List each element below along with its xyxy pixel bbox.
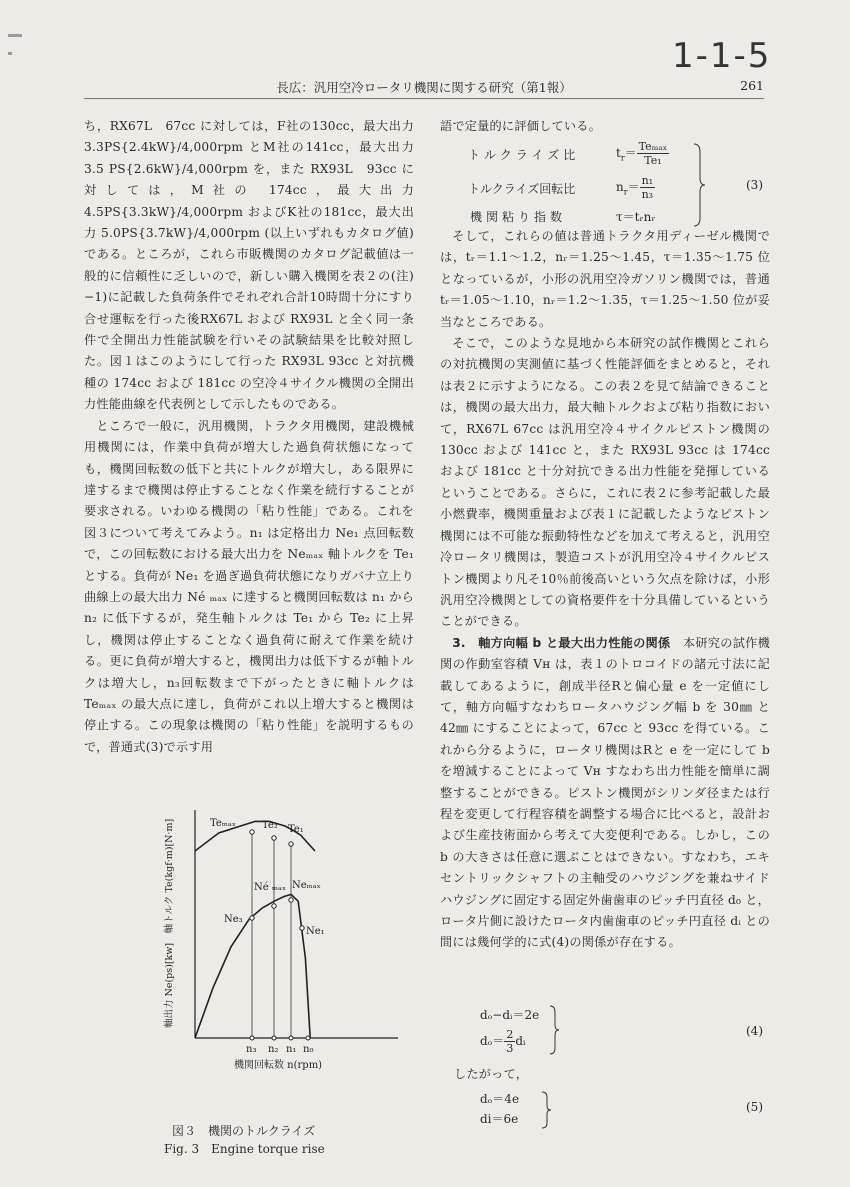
right-intro-line: 語で定量的に評価している。 [440, 119, 602, 133]
x-axis-label: 機関回転数 n(rpm) [234, 1060, 323, 1070]
left-paragraph-1: ち，RX67L 67cc に対しては，F社の130cc，最大出力 3.3PS{2.4kW}/4,000rpm とM社の141cc，最大出力 3.5 PS{2.6kW}/4,000rpm を，また RX93L 93cc に対しては，M社の 174cc，最大出力 4.5PS{3.3kW}/4,000rpm およびK社の181cc，最大出力 5.0PS{3.7kW}/4,000rpm (以上いずれもカタログ値)である。ところが，これら市販機関のカタログ記載値は一般的に信頼性に乏しいので，新しい購入機関を表２の(注)−1)に記載した負荷条件でそれぞれ合計10時間十分にすり合せ運転を行った後RX67L および RX93L と全く同一条件で全開出力性能試験を行いその試験結果を比較対照した。図１はこのようにして行った RX93L 93cc と対抗機種の 174cc および 181cc の空冷４サイクル機関の全開出力性能曲線を代表例として示したものである。 [84, 119, 414, 412]
eq3-expr-3: τ＝tᵣnᵣ [616, 210, 656, 224]
eq3-label-3: 機関粘り指数 [470, 210, 567, 224]
eq4-rhs: dᵢ [515, 1034, 526, 1048]
eq3-expr-2: $n_r=$ $\frac{\text{n₁}}{\text{n₃}}$ [616, 174, 654, 201]
eq4-num: 2 [506, 1028, 514, 1041]
eq3-row-3 [470, 208, 566, 225]
eq5-number: (5) [746, 1100, 763, 1114]
right-paragraph-1: そして，これらの値は普通トラクタ用ディーゼル機関では，tᵣ＝1.1〜1.2，nᵣ＝1.25〜1.45，τ＝1.35〜1.75 位となっているが，小形の汎用空冷ガソリン機関では，普通 tᵣ＝1.05〜1.10，nᵣ＝1.2〜1.35，τ＝1.25〜1.50 位が妥当なところである。 [440, 229, 770, 329]
left-paragraph-2: ところで一般に，汎用機関，トラクタ用機関，建設機械用機関には，作業中負荷が増大した過負荷状態になっても，機関回転数の低下と共にトルクが増大し，ある限界に達するまで機関は停止することなく作業を続行することが要求される。いわゆる機関の「粘り性能」である。これを図３について考えてみよう。n₁ は定格出力 Ne₁ 点回転数で，この回転数における最大出力を Neₘₐₓ 軸トルクを Te₁ とする。負荷が Ne₁ を過ぎ過負荷状態になりガバナ立上り曲線上の最大出力 Né ₘₐₓ に達すると機関回転数は n₁ から n₂ に低下するが，発生軸トルクは Te₁ から Te₂ に上昇し，機関は停止することなく過負荷に耐えて作業を続ける。更に負荷が増大すると，機関出力は低下するが軸トルクは増大し，n₃回転数まで下がったときに軸トルクは Teₘₐₓ の最大点に達し，負荷がこれ以上増大すると機関は停止する。この現象は機関の「粘り性能」を説明するもので，普通式(3)で示す用 [84, 418, 414, 754]
eq3-lhs-1: t [616, 146, 621, 160]
left-column [84, 116, 414, 758]
label-nemax: Neₘₐₓ [292, 880, 321, 891]
eq3-row-1 [468, 146, 579, 163]
label-temax: Teₘₐₓ [210, 818, 237, 829]
handwritten-note: 1-1-5 [672, 36, 772, 76]
marker-ne1 [300, 926, 304, 930]
eq3-expr-1: $t_r=$ $\frac{\text{Teₘₐₓ}}{\text{Te₁}}$ [616, 140, 668, 167]
eq4-den: 3 [506, 1042, 514, 1055]
right-paragraph-2: そこで，このような見地から本研究の試作機関とこれらの対抗機関の実測値に基づく性能評価をまとめると，それは表２に示すようになる。この表２を見て結論できることは，機関の最大出力，最大軸トルクおよび粘り指数において，RX67L 67cc は汎用空冷４サイクルピストン機関の 130cc および 141cc と，また RX93L 93cc は 174cc および 181cc と十分対抗できる出力性能を発揮しているということである。さらに，これに表２に参考記載した最小燃費率，機関重量および表１に記載したようなピストン機関には不可能な振動特性などを加えて考えると，汎用空冷ロータリ機関は，製造コストが汎用空冷４サイクルピストン機関より凡そ10％前後高いという欠点を除けば，小形汎用空冷機関としての資格要件を十分具備しているということができる。 [440, 336, 770, 629]
tick-n2 [272, 1036, 276, 1040]
figure-caption-en: Fig. 3 Engine torque rise [164, 1142, 325, 1156]
eq3-label-1: トルクライズ比 [468, 148, 580, 162]
eq4-number: (4) [746, 1024, 763, 1038]
right-column-body [440, 226, 770, 954]
tick-label-n3: n₃ [246, 1044, 257, 1055]
marker-nemax [289, 898, 293, 902]
marker-te2 [272, 836, 276, 840]
marker-ne3 [250, 916, 254, 920]
tick-n3 [250, 1036, 254, 1040]
scan-mark [8, 34, 22, 37]
scan-mark [8, 52, 12, 55]
equation-5 [440, 1086, 770, 1136]
eq3-den-2: n₃ [641, 188, 654, 201]
label-ne1: Ne₁ [306, 926, 325, 937]
y-axis-label: 軸出力 Ne(ps)[kw] 軸トルク Te(kgf·m)[N·m] [164, 818, 175, 1028]
eq3-num-2: n₁ [641, 174, 654, 187]
eq3-num-1: Teₘₐₓ [638, 140, 668, 153]
equation-3 [440, 140, 770, 230]
eq3-label-2: トルクライズ回転比 [468, 182, 576, 196]
label-te1: Te₁ [288, 824, 304, 835]
section-text: 本研究の試作機関の作動室容積 Vн は，表１のトロコイドの諸元寸法に記載してあるように，創成半径Rと偏心量 e を一定値にして，軸方向幅すなわちロータハウジング幅 b を 30㎜ と 42㎜ にすることによって，67cc と 93cc を得ている。これから分るように，ロータリ機関はRと e を一定にして b を増減することによって Vн すなわち出力性能を簡単に調整することができる。ピストン機関がシリンダ径または行程を変更して行程容積を調整する場合に比べると，設計および生産技術面から考えて大変便利である。しかし，この b の大きさは任意に選ぶことはできない。すなわち，エキセントリックシャフトの主軸受のハウジングを兼ねサイドハウジングに固定する固定外歯歯車のピッチ円直径 d₀ と，ロータ片側に設けたロータ内歯歯車のピッチ円直径 dᵢ との間には幾何学的に式(4)の関係が存在する。 [440, 635, 770, 950]
equation-4 [440, 1000, 770, 1060]
tick-n1 [289, 1036, 293, 1040]
eq3-fraction-2 [640, 174, 656, 201]
eq3-fraction-1 [637, 140, 670, 167]
eq3-lhs-sub-1: r [620, 153, 625, 163]
marker-te1 [289, 842, 293, 846]
right-paragraph-3 [440, 633, 770, 954]
eq5-row-2: di＝6e [480, 1112, 519, 1126]
eq4-lhs: dₒ＝ [480, 1034, 505, 1048]
eq3-number: (3) [746, 178, 763, 192]
right-column-intro [440, 116, 770, 137]
eq4-row-2 [480, 1028, 525, 1055]
eq3-row-2 [468, 180, 575, 197]
eq3-lhs-2: n [616, 180, 624, 194]
therefore-text: したがって， [454, 1067, 529, 1081]
running-header [84, 76, 764, 99]
eq4-brace [548, 1004, 560, 1056]
eq5-brace [540, 1090, 552, 1130]
marker-ne-prime-max [272, 904, 276, 908]
eq5-row-1: dₒ＝4e [480, 1092, 520, 1106]
label-te2: Te₂ [262, 820, 278, 831]
label-ne-prime-max: Né ₘₐₓ [254, 882, 287, 893]
tick-label-n1: n₁ [286, 1044, 297, 1055]
header-title: 長広：汎用空冷ロータリ機関に関する研究（第1報） [276, 80, 572, 95]
tick-label-n2: n₂ [268, 1044, 279, 1055]
section-number: 3. [452, 635, 466, 650]
section-title: 軸方向幅 b と最大出力性能の関係 [478, 635, 671, 650]
label-ne3: Ne₃ [224, 914, 243, 925]
figure-caption-ja: 図３ 機関のトルクライズ [172, 1124, 316, 1138]
eq4-fraction [504, 1028, 515, 1055]
eq3-lhs-sub-2: r [623, 187, 628, 197]
eq3-den-1: Te₁ [644, 154, 662, 167]
tick-n0 [306, 1036, 310, 1040]
tick-label-n0: n₀ [303, 1044, 314, 1055]
marker-temax [250, 830, 254, 834]
figure-3-chart [150, 800, 420, 1070]
eq4-row-1: dₒ−dᵢ＝2e [480, 1008, 540, 1022]
page-number: 261 [740, 78, 764, 93]
eq3-brace [692, 142, 706, 228]
